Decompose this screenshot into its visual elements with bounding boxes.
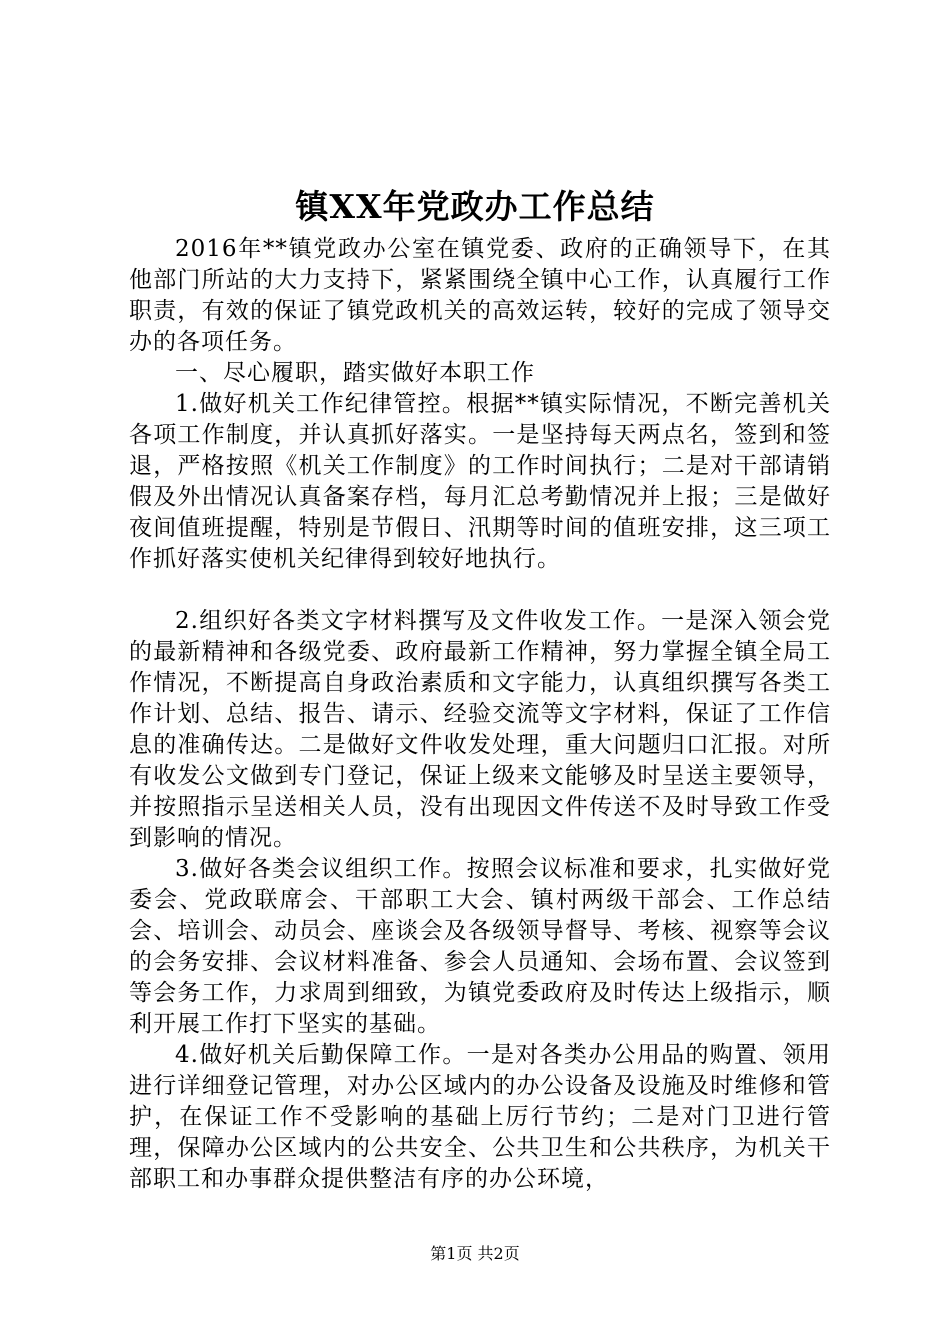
page-footer: 第1页 共2页 xyxy=(430,1244,520,1263)
section-heading: 一、尽心履职，踏实做好本职工作 xyxy=(175,360,535,386)
paragraph-item-1: 1.做好机关工作纪律管控。根据**镇实际情况，不断完善机关各项工作制度，并认真抓好落实。一是坚持每天两点名，签到和签退，严格按照《机关工作制度》的工作时间执行；二是对干部请销假及外出情况认真备案存档，每月汇总考勤情况并上报；三是做好夜间值班提醒，特别是节假日、汛期等时间的值班安排，这三项工作抓好落实使机关纪律得到较好地执行。 xyxy=(129,391,831,572)
paragraph-item-4: 4.做好机关后勤保障工作。一是对各类办公用品的购置、领用进行详细登记管理，对办公区域内的办公设备及设施及时维修和管护，在保证工作不受影响的基础上厉行节约；二是对门卫进行管理，保障办公区域内的公共安全、公共卫生和公共秩序，为机关干部职工和办事群众提供整洁有序的办公环境， xyxy=(129,1042,831,1192)
paragraph-item-3: 3.做好各类会议组织工作。按照会议标准和要求，扎实做好党委会、党政联席会、干部职工大会、镇村两级干部会、工作总结会、培训会、动员会、座谈会及各级领导督导、考核、视察等会议的会务安排、会议材料准备、参会人员通知、会场布置、会议签到等会务工作，力求周到细致，为镇党委政府及时传达上级指示，顺利开展工作打下坚实的基础。 xyxy=(129,856,831,1037)
document-title: 镇XX年党政办工作总结 xyxy=(295,187,655,226)
paragraph-item-2: 2.组织好各类文字材料撰写及文件收发工作。一是深入领会党的最新精神和各级党委、政府最新工作精神，努力掌握全镇全局工作情况，不断提高自身政治素质和文字能力，认真组织撰写各类工作计划、总结、报告、请示、经验交流等文字材料，保证了工作信息的准确传达。二是做好文件收发处理，重大问题归口汇报。对所有收发公文做到专门登记，保证上级来文能够及时呈送主要领导，并按照指示呈送相关人员，没有出现因文件传送不及时导致工作受到影响的情况。 xyxy=(129,608,831,851)
document-body xyxy=(129,234,831,1195)
paragraph-intro: 2016年**镇党政办公室在镇党委、政府的正确领导下，在其他部门所站的大力支持下，紧紧围绕全镇中心工作，认真履行工作职责，有效的保证了镇党政机关的高效运转，较好的完成了领导交办的各项任务。 xyxy=(129,236,831,355)
